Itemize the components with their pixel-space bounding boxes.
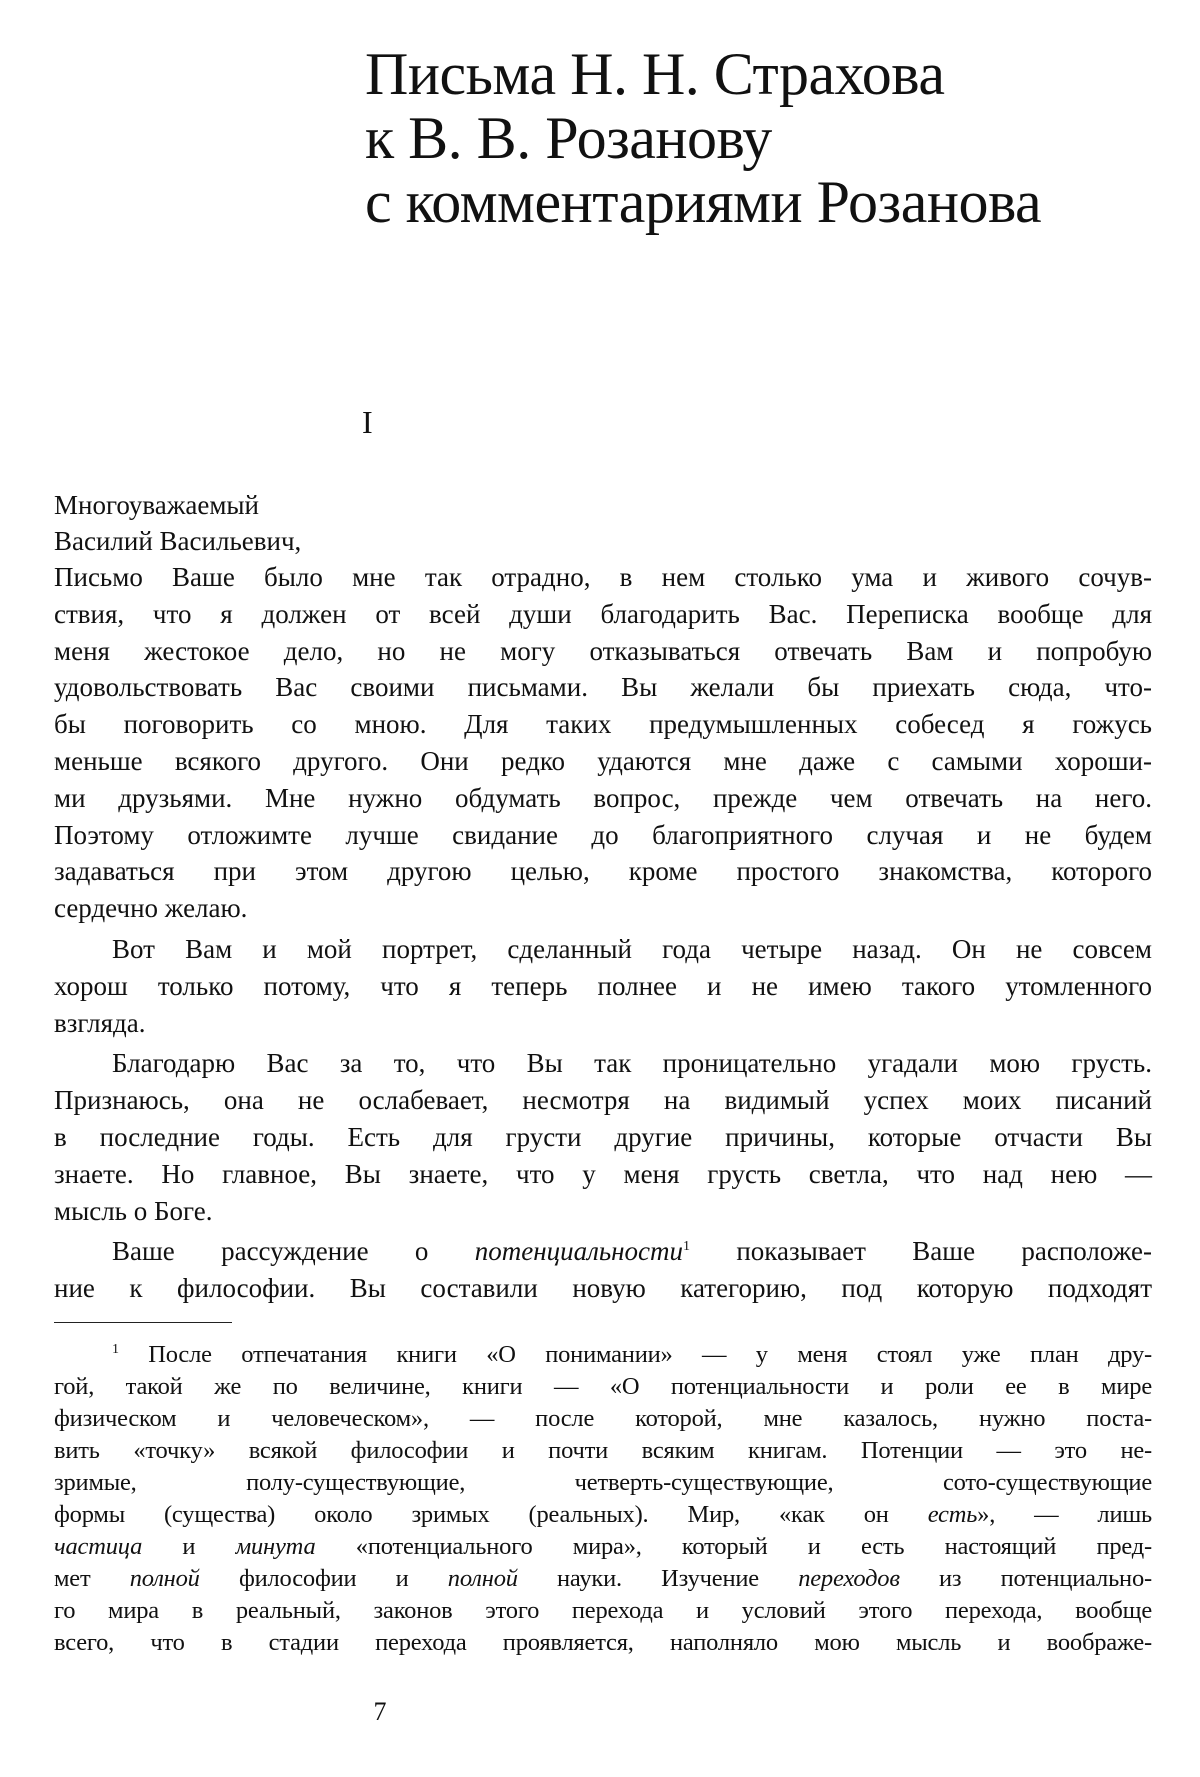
text-line: Вот Вам и мой портрет, сделанный года четыре назад. Он не совсем bbox=[112, 933, 1152, 964]
footnote-line: зримые, полу-существующие, четверть-существующие, сото-существующие bbox=[54, 1469, 1152, 1496]
text-run: и bbox=[142, 1533, 236, 1560]
italic-term: потенциальности bbox=[474, 1236, 684, 1267]
text-line: ми друзьями. Мне нужно обдумать вопрос, прежде чем отвечать на него. bbox=[54, 782, 1152, 813]
text-line: меня жестокое дело, но не могу отказываться отвечать Вам и попробую bbox=[54, 635, 1152, 666]
text-run: формы (существа) около зримых (реальных). Мир, «как он bbox=[54, 1501, 928, 1528]
greeting-line-2: Василий Васильевич, bbox=[54, 526, 302, 556]
italic-term: полной bbox=[447, 1565, 518, 1592]
text-line: взгляда. bbox=[54, 1007, 146, 1038]
paragraph-4 bbox=[54, 1233, 1152, 1307]
text-line: Письмо Ваше было мне так отрадно, в нем столько ума и живого сочув- bbox=[54, 562, 1152, 592]
italic-term: есть bbox=[927, 1501, 978, 1528]
page-number: 7 bbox=[373, 1697, 387, 1726]
italic-term: полной bbox=[129, 1565, 200, 1592]
text-run: Ваше рассуждение о bbox=[112, 1236, 475, 1267]
paragraph-3 bbox=[54, 1045, 1152, 1229]
text-line: меньше всякого другого. Они редко удаются мне даже с самыми хороши- bbox=[54, 745, 1152, 776]
paragraph-1 bbox=[54, 559, 1152, 927]
text-run: философии и bbox=[199, 1565, 448, 1592]
footnote-line bbox=[54, 1531, 1152, 1563]
title-line-3: с комментариями Розанова bbox=[365, 169, 1042, 235]
section-number: I bbox=[362, 404, 373, 440]
footnote-reference[interactable]: 1 bbox=[683, 1239, 691, 1255]
text-run: мет bbox=[54, 1565, 130, 1592]
italic-term: частица bbox=[54, 1533, 143, 1560]
text-line: в последние годы. Есть для грусти другие причины, которые отчасти Вы bbox=[54, 1121, 1152, 1152]
italic-term: минута bbox=[235, 1533, 316, 1560]
footnote-divider bbox=[54, 1322, 232, 1323]
title-line-1: Письма Н. Н. Страхова bbox=[365, 41, 945, 107]
text-line: Поэтому отложимте лучше свидание до благоприятного случая и не будем bbox=[54, 819, 1152, 850]
footnote-line: всего, что в стадии перехода проявляется, наполняло мою мысль и воображе- bbox=[54, 1629, 1152, 1656]
text-run: из потенциально- bbox=[899, 1565, 1152, 1592]
footnote-line: го мира в реальный, законов этого перехода и условий этого перехода, вообще bbox=[54, 1597, 1152, 1624]
text-line: сердечно желаю. bbox=[54, 893, 248, 924]
text-line: знаете. Но главное, Вы знаете, что у меня грусть светла, что над нею — bbox=[54, 1158, 1152, 1189]
text-line: Признаюсь, она не ослабевает, несмотря на видимый успех моих писаний bbox=[54, 1085, 1152, 1116]
text-line: мысль о Боге. bbox=[54, 1195, 213, 1226]
paragraph-2 bbox=[54, 931, 1152, 1041]
text-line: ние к философии. Вы составили новую категорию, под которую подходят bbox=[54, 1273, 1152, 1304]
footnote-line bbox=[54, 1499, 1152, 1531]
footnote-line bbox=[54, 1339, 1152, 1371]
text-run: науки. Изучение bbox=[517, 1565, 799, 1592]
footnote-marker: 1 bbox=[112, 1341, 119, 1357]
text-line: бы поговорить со мною. Для таких предумышленных собесед я гожусь bbox=[54, 709, 1152, 740]
footnote-line: гой, такой же по величине, книги — «О потенциальности и роли ее в мире bbox=[54, 1373, 1152, 1400]
text-line bbox=[54, 1233, 1152, 1270]
text-run: показывает Ваше расположе- bbox=[690, 1236, 1153, 1267]
footnote-1 bbox=[54, 1339, 1152, 1659]
chapter-title bbox=[365, 42, 1165, 234]
title-line-2: к В. В. Розанову bbox=[365, 105, 772, 171]
text-line: хорош только потому, что я теперь полнее и не имею такого утомленного bbox=[54, 970, 1152, 1001]
text-run: «потенциального мира», который и есть настоящий пред- bbox=[315, 1533, 1153, 1560]
text-run: », — лишь bbox=[977, 1501, 1153, 1528]
text-line: задаваться при этом другою целью, кроме простого знакомства, которого bbox=[54, 856, 1152, 887]
text-run: После отпечатания книги «О понимании» — у меня стоял уже план дру- bbox=[118, 1341, 1152, 1368]
greeting-line-1: Многоуважаемый bbox=[54, 490, 260, 520]
letter-greeting bbox=[54, 487, 301, 559]
text-line: удовольствовать Вас своими письмами. Вы желали бы приехать сюда, что- bbox=[54, 672, 1152, 703]
italic-term: переходов bbox=[798, 1565, 900, 1592]
text-line: Благодарю Вас за то, что Вы так проницательно угадали мою грусть. bbox=[112, 1048, 1152, 1079]
text-line: ствия, что я должен от всей души благодарить Вас. Переписка вообще для bbox=[54, 598, 1152, 629]
footnote-line: физическом и человеческом», — после которой, мне казалось, нужно поста- bbox=[54, 1405, 1152, 1432]
letter-body bbox=[54, 559, 1152, 1311]
footnote-line: вить «точку» всякой философии и почти всяким книгам. Потенции — это не- bbox=[54, 1437, 1152, 1464]
footnote-line bbox=[54, 1563, 1152, 1595]
